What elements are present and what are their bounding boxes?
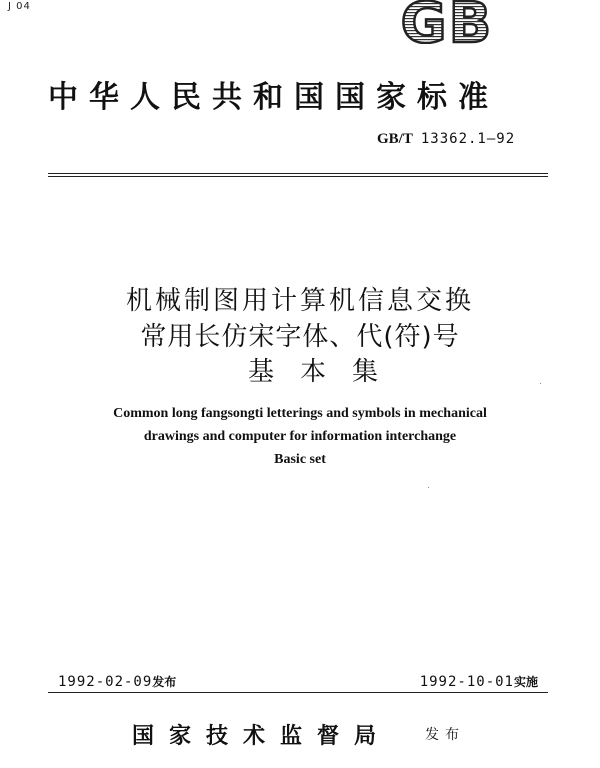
implementation-date — [420, 673, 538, 690]
scan-speck — [428, 487, 429, 488]
implementation-date-value: 1992-10-01 — [419, 674, 514, 690]
standard-number-value: 13362.1—92 — [420, 131, 516, 147]
logo-text: GB — [400, 0, 494, 44]
title-cn-line-3: 基本集 — [247, 357, 404, 387]
title-cn-line-2: 常用长仿宋字体、代(符)号 — [140, 322, 460, 352]
issue-date-label: 发布 — [152, 675, 177, 689]
implementation-date-label: 实施 — [513, 675, 538, 689]
gb-logo — [393, 0, 501, 44]
publisher: 国家技术监督局 — [132, 723, 392, 749]
title-en-line-3: Basic set — [274, 452, 326, 467]
title-en-line-2: drawings and computer for information interchange — [143, 429, 457, 444]
header-rule — [48, 173, 548, 174]
footer-rule — [48, 692, 548, 693]
issuer-title: 中华人民共和国国家标准 — [48, 80, 499, 115]
standard-number — [377, 131, 515, 148]
publish-label: 发布 — [425, 727, 465, 743]
scan-speck — [540, 383, 541, 384]
title-en-line-1: Common long fangsongti letterings and symbols in mechanical — [113, 406, 487, 421]
title-cn-line-1: 机械制图用计算机信息交换 — [125, 286, 474, 316]
header-rule-secondary — [48, 176, 548, 177]
issue-date-value: 1992-02-09 — [58, 674, 153, 690]
issue-date — [58, 673, 176, 690]
classification-code: J 04 — [8, 1, 31, 12]
standard-number-prefix: GB/T — [377, 131, 413, 147]
